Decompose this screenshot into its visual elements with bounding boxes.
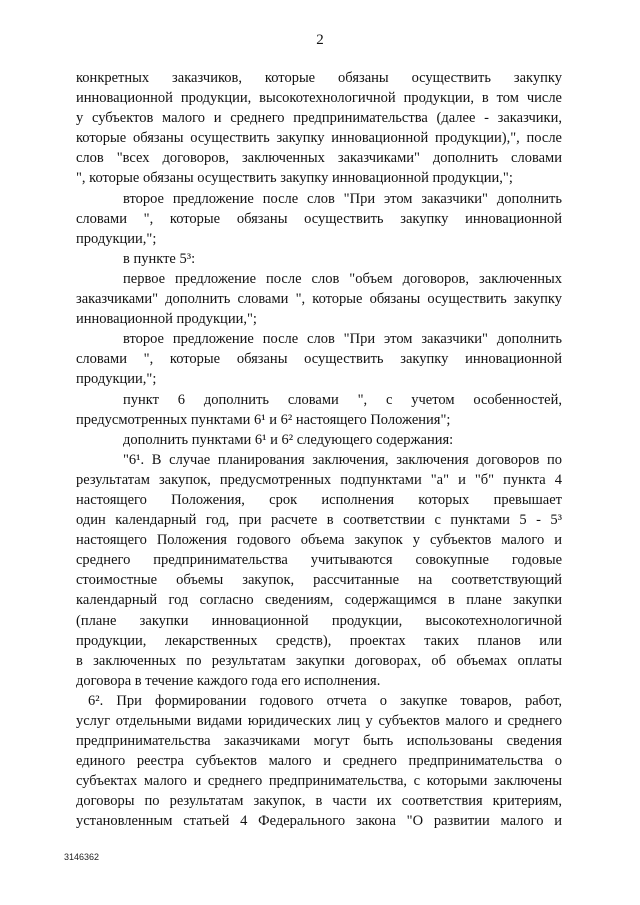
text-line: в заключенных по результатам закупки договорах, об объемах оплаты (76, 652, 562, 669)
text-line: продукции, лекарственных средств), проектах таких планов или (76, 632, 562, 649)
text-line: услуг отдельными видами юридических лиц у субъектов малого и среднего (76, 713, 562, 729)
text-line: предпринимательства заказчиками могут быть использованы сведения (76, 733, 562, 750)
text-line: второе предложение после слов "При этом заказчики" дополнить (123, 331, 562, 348)
text-line: заказчиками" дополнить словами ", которые обязаны осуществить закупку (76, 291, 562, 308)
text-line: которые обязаны осуществить закупку инновационной продукции),", после (76, 130, 562, 147)
text-line: второе предложение после слов "При этом заказчики" дополнить (123, 190, 562, 207)
text-line: в пункте 5³: (123, 250, 196, 267)
page-number: 2 (316, 32, 324, 48)
text-line: договоры по результатам закупок, в части их соответствия критериям, (76, 793, 562, 810)
text-line: один календарный год, при расчете в соответствии с пунктами 5 - 5³ (76, 512, 562, 529)
text-line: 6². При формировании годового отчета о закупке товаров, работ, (88, 692, 562, 709)
text-line: ", которые обязаны осуществить закупку инновационной продукции,"; (76, 170, 513, 187)
text-line: результатам закупок, предусмотренных подпунктами "а" и "б" пункта 4 (76, 471, 562, 488)
document-body (76, 68, 562, 832)
text-line: (плане закупки инновационной продукции, высокотехнологичной (76, 612, 562, 629)
text-line: инновационной продукции, высокотехнологичной продукции, в том числе (76, 90, 562, 107)
text-line: первое предложение после слов "объем договоров, заключенных (123, 270, 562, 287)
text-line: календарный год согласно сведениям, содержащимся в плане закупки (76, 592, 562, 609)
text-line: настоящего Положения годового объема закупок у субъектов малого и (76, 532, 562, 549)
text-line: среднего предпринимательства учитываются совокупные годовые (76, 552, 562, 569)
text-line: словами ", которые обязаны осуществить закупку инновационной (76, 351, 562, 368)
text-line: конкретных заказчиков, которые обязаны осуществить закупку (76, 70, 562, 86)
text-line: установленным статьей 4 Федерального закона "О развитии малого и (76, 813, 562, 830)
text-line: пункт 6 дополнить словами ", с учетом особенностей, (123, 391, 562, 408)
text-line: инновационной продукции,"; (76, 311, 257, 328)
text-line: у субъектов малого и среднего предпринимательства (далее - заказчики, (76, 110, 562, 127)
text-line: предусмотренных пунктами 6¹ и 6² настоящего Положения"; (76, 411, 451, 428)
text-line: "6¹. В случае планирования заключения, заключения договоров по (123, 451, 562, 468)
text-line: продукции,"; (76, 230, 157, 247)
text-line: настоящего Положения, срок исполнения которых превышает (76, 491, 562, 508)
text-line: договора в течение каждого года его исполнения. (76, 672, 381, 689)
text-line: словами ", которые обязаны осуществить закупку инновационной (76, 210, 562, 227)
document-code: 3146362 (64, 852, 100, 862)
text-line: продукции,"; (76, 371, 157, 388)
text-line: единого реестра субъектов малого и среднего предпринимательства о (76, 753, 562, 770)
text-line: субъектах малого и среднего предпринимательства, с которыми заключены (76, 773, 562, 790)
text-line: дополнить пунктами 6¹ и 6² следующего содержания: (123, 431, 454, 448)
text-line: слов "всех договоров, заключенных заказчиками" дополнить словами (76, 150, 562, 167)
text-line: стоимостные объемы закупок, рассчитанные на соответствующий (76, 572, 562, 589)
